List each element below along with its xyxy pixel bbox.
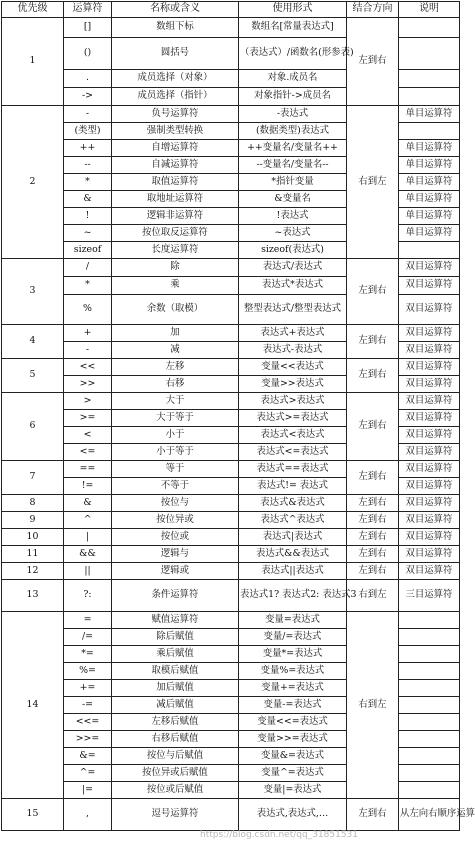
note-cell: 单目运算符 — [399, 157, 460, 174]
associativity-cell: 左到右 — [347, 529, 399, 546]
associativity-cell: 右到左 — [347, 106, 399, 259]
operator-cell: & — [64, 495, 112, 512]
note-cell — [399, 714, 460, 731]
precedence-level: 4 — [2, 325, 64, 359]
usage-cell: 表达式^表达式 — [239, 512, 347, 529]
usage-cell: ++变量名/变量名++ — [239, 140, 347, 157]
usage-cell: 表达式&表达式 — [239, 495, 347, 512]
note-cell: 三目运算符 — [399, 580, 460, 612]
operator-cell: ++ — [64, 140, 112, 157]
note-cell — [399, 123, 460, 140]
usage-cell: 表达式&&表达式 — [239, 546, 347, 563]
name-cell: 取地址运算符 — [112, 191, 239, 208]
note-cell — [399, 629, 460, 646]
associativity-cell: 左到右 — [347, 259, 399, 325]
operator-cell: | — [64, 529, 112, 546]
header-associativity: 结合方向 — [347, 2, 399, 18]
name-cell: 等于 — [112, 461, 239, 478]
note-cell: 双目运算符 — [399, 546, 460, 563]
operator-cell: %= — [64, 663, 112, 680]
note-cell — [399, 18, 460, 38]
name-cell: 负号运算符 — [112, 106, 239, 123]
usage-cell: 表达式,表达式,… — [239, 799, 347, 831]
operator-cell: *= — [64, 646, 112, 663]
name-cell: 不等于 — [112, 478, 239, 495]
usage-cell: 表达式>表达式 — [239, 393, 347, 410]
usage-cell: 变量^=表达式 — [239, 765, 347, 782]
name-cell: 减 — [112, 342, 239, 359]
note-cell: 双目运算符 — [399, 410, 460, 427]
name-cell: 取值运算符 — [112, 174, 239, 191]
operator-cell: == — [64, 461, 112, 478]
operator-cell: * — [64, 277, 112, 295]
operator-cell: () — [64, 38, 112, 70]
note-cell: 双目运算符 — [399, 427, 460, 444]
operator-cell: - — [64, 106, 112, 123]
name-cell: 圆括号 — [112, 38, 239, 70]
name-cell: 取模后赋值 — [112, 663, 239, 680]
name-cell: 加后赋值 — [112, 680, 239, 697]
name-cell: 大于 — [112, 393, 239, 410]
usage-cell: 表达式1? 表达式2: 表达式3 — [239, 580, 347, 612]
usage-cell: sizeof(表达式) — [239, 242, 347, 259]
usage-cell: 变量/=表达式 — [239, 629, 347, 646]
note-cell: 从左向右顺序运算 — [399, 799, 460, 831]
note-cell: 双目运算符 — [399, 259, 460, 277]
name-cell: 按位与后赋值 — [112, 748, 239, 765]
header-name: 名称或含义 — [112, 2, 239, 18]
operator-cell: & — [64, 191, 112, 208]
note-cell — [399, 782, 460, 799]
operator-cell: sizeof — [64, 242, 112, 259]
operator-cell: += — [64, 680, 112, 697]
usage-cell: 表达式-表达式 — [239, 342, 347, 359]
note-cell — [399, 70, 460, 88]
operator-cell: <<= — [64, 714, 112, 731]
usage-cell: 变量>>=表达式 — [239, 731, 347, 748]
name-cell: 加 — [112, 325, 239, 342]
note-cell — [399, 680, 460, 697]
header-row — [2, 2, 460, 18]
table-row — [2, 529, 460, 546]
table-row — [2, 612, 460, 629]
name-cell: 小于 — [112, 427, 239, 444]
precedence-level: 1 — [2, 18, 64, 106]
operator-cell: || — [64, 563, 112, 580]
associativity-cell: 左到右 — [347, 461, 399, 495]
operator-cell: = — [64, 612, 112, 629]
name-cell: 按位或 — [112, 529, 239, 546]
operator-cell: < — [64, 427, 112, 444]
precedence-level: 15 — [2, 799, 64, 831]
note-cell: 双目运算符 — [399, 495, 460, 512]
associativity-cell: 左到右 — [347, 546, 399, 563]
name-cell: 条件运算符 — [112, 580, 239, 612]
header-operator: 运算符 — [64, 2, 112, 18]
watermark-text: https://blog.csdn.net/qq_31851531 — [200, 830, 359, 840]
table-row — [2, 325, 460, 342]
usage-cell: 表达式/表达式 — [239, 259, 347, 277]
name-cell: 按位与 — [112, 495, 239, 512]
table-row — [2, 546, 460, 563]
usage-cell: 表达式<=表达式 — [239, 444, 347, 461]
usage-cell: 对象.成员名 — [239, 70, 347, 88]
note-cell: 双目运算符 — [399, 478, 460, 495]
associativity-cell: 左到右 — [347, 495, 399, 512]
name-cell: 成员选择（对象） — [112, 70, 239, 88]
note-cell — [399, 242, 460, 259]
table-row — [2, 461, 460, 478]
operator-cell: && — [64, 546, 112, 563]
operator-cell: . — [64, 70, 112, 88]
precedence-level: 9 — [2, 512, 64, 529]
note-cell: 双目运算符 — [399, 393, 460, 410]
operator-cell: - — [64, 342, 112, 359]
usage-cell: 变量|=表达式 — [239, 782, 347, 799]
name-cell: 强制类型转换 — [112, 123, 239, 140]
usage-cell: 表达式!= 表达式 — [239, 478, 347, 495]
usage-cell: --变量名/变量名-- — [239, 157, 347, 174]
note-cell — [399, 697, 460, 714]
name-cell: 自减运算符 — [112, 157, 239, 174]
name-cell: 减后赋值 — [112, 697, 239, 714]
usage-cell: 变量-=表达式 — [239, 697, 347, 714]
note-cell — [399, 731, 460, 748]
operator-cell: >>= — [64, 731, 112, 748]
operator-cell: -= — [64, 697, 112, 714]
operator-precedence-table — [1, 1, 475, 831]
usage-cell: 表达式==表达式 — [239, 461, 347, 478]
operator-cell: , — [64, 799, 112, 831]
operator-cell: + — [64, 325, 112, 342]
name-cell: 右移后赋值 — [112, 731, 239, 748]
table-row — [2, 512, 460, 529]
name-cell: 右移 — [112, 376, 239, 393]
note-cell: 双目运算符 — [399, 342, 460, 359]
name-cell: 逻辑与 — [112, 546, 239, 563]
name-cell: 自增运算符 — [112, 140, 239, 157]
note-cell: 单目运算符 — [399, 174, 460, 191]
name-cell: 赋值运算符 — [112, 612, 239, 629]
note-cell: 双目运算符 — [399, 512, 460, 529]
usage-cell: 变量=表达式 — [239, 612, 347, 629]
operator-cell: << — [64, 359, 112, 376]
table-row — [2, 563, 460, 580]
precedence-level: 3 — [2, 259, 64, 325]
name-cell: 长度运算符 — [112, 242, 239, 259]
precedence-level: 11 — [2, 546, 64, 563]
note-cell — [399, 748, 460, 765]
precedence-level: 10 — [2, 529, 64, 546]
note-cell — [399, 38, 460, 70]
note-cell: 双目运算符 — [399, 359, 460, 376]
name-cell: 按位或后赋值 — [112, 782, 239, 799]
associativity-cell: 左到右 — [347, 563, 399, 580]
name-cell: 乘后赋值 — [112, 646, 239, 663]
associativity-cell: 左到右 — [347, 512, 399, 529]
usage-cell: 表达式+表达式 — [239, 325, 347, 342]
table-body — [2, 18, 475, 831]
usage-cell: &变量名 — [239, 191, 347, 208]
note-cell: 双目运算符 — [399, 444, 460, 461]
table-row — [2, 799, 460, 831]
name-cell: 数组下标 — [112, 18, 239, 38]
table-row — [2, 106, 460, 123]
usage-cell: 变量%=表达式 — [239, 663, 347, 680]
table-row — [2, 359, 460, 376]
table-row — [2, 259, 460, 277]
operator-cell: % — [64, 295, 112, 325]
associativity-cell: 左到右 — [347, 393, 399, 461]
note-cell: 双目运算符 — [399, 277, 460, 295]
note-cell — [399, 646, 460, 663]
precedence-level: 7 — [2, 461, 64, 495]
name-cell: 左移 — [112, 359, 239, 376]
usage-cell: 变量&=表达式 — [239, 748, 347, 765]
operator-cell: [] — [64, 18, 112, 38]
usage-cell: 表达式*表达式 — [239, 277, 347, 295]
operator-cell: /= — [64, 629, 112, 646]
associativity-cell: 右到左 — [347, 580, 399, 612]
table-row — [2, 393, 460, 410]
usage-cell: 变量*=表达式 — [239, 646, 347, 663]
note-cell: 单目运算符 — [399, 225, 460, 242]
usage-cell: *指针变量 — [239, 174, 347, 191]
operator-cell: != — [64, 478, 112, 495]
operator-cell: * — [64, 174, 112, 191]
operator-cell: -> — [64, 88, 112, 106]
note-cell — [399, 88, 460, 106]
precedence-level: 6 — [2, 393, 64, 461]
note-cell: 单目运算符 — [399, 106, 460, 123]
table-row — [2, 580, 460, 612]
usage-cell: 变量<<表达式 — [239, 359, 347, 376]
name-cell: 小于等于 — [112, 444, 239, 461]
usage-cell: 变量+=表达式 — [239, 680, 347, 697]
header-note: 说明 — [399, 2, 460, 18]
operator-cell: -- — [64, 157, 112, 174]
usage-cell: 整型表达式/整型表达式 — [239, 295, 347, 325]
precedence-level: 2 — [2, 106, 64, 259]
name-cell: 余数（取模） — [112, 295, 239, 325]
note-cell: 单目运算符 — [399, 208, 460, 225]
note-cell: 单目运算符 — [399, 191, 460, 208]
usage-cell: 表达式|表达式 — [239, 529, 347, 546]
note-cell: 双目运算符 — [399, 295, 460, 325]
header-usage: 使用形式 — [239, 2, 347, 18]
operator-cell: &= — [64, 748, 112, 765]
usage-cell: ~表达式 — [239, 225, 347, 242]
operator-cell: >> — [64, 376, 112, 393]
header-level: 优先级 — [2, 2, 64, 18]
precedence-level: 5 — [2, 359, 64, 393]
usage-cell: 表达式>=表达式 — [239, 410, 347, 427]
note-cell: 单目运算符 — [399, 140, 460, 157]
operator-cell: <= — [64, 444, 112, 461]
name-cell: 逗号运算符 — [112, 799, 239, 831]
table-row — [2, 495, 460, 512]
name-cell: 除后赋值 — [112, 629, 239, 646]
usage-cell: (数据类型)表达式 — [239, 123, 347, 140]
operator-cell: > — [64, 393, 112, 410]
precedence-level: 8 — [2, 495, 64, 512]
name-cell: 按位异或 — [112, 512, 239, 529]
usage-cell: （表达式）/函数名(形参表) — [239, 38, 347, 70]
associativity-cell: 左到右 — [347, 799, 399, 831]
associativity-cell: 左到右 — [347, 18, 399, 106]
usage-cell: -表达式 — [239, 106, 347, 123]
name-cell: 乘 — [112, 277, 239, 295]
operator-cell: ~ — [64, 225, 112, 242]
note-cell: 双目运算符 — [399, 563, 460, 580]
usage-cell: 数组名[常量表达式] — [239, 18, 347, 38]
note-cell: 双目运算符 — [399, 461, 460, 478]
operator-cell: ! — [64, 208, 112, 225]
name-cell: 按位异或后赋值 — [112, 765, 239, 782]
name-cell: 逻辑或 — [112, 563, 239, 580]
usage-cell: 变量<<=表达式 — [239, 714, 347, 731]
name-cell: 左移后赋值 — [112, 714, 239, 731]
operator-cell: |= — [64, 782, 112, 799]
usage-cell: !表达式 — [239, 208, 347, 225]
usage-cell: 表达式<表达式 — [239, 427, 347, 444]
associativity-cell: 右到左 — [347, 612, 399, 799]
associativity-cell: 左到右 — [347, 325, 399, 359]
associativity-cell: 左到右 — [347, 359, 399, 393]
name-cell: 按位取反运算符 — [112, 225, 239, 242]
precedence-level: 12 — [2, 563, 64, 580]
usage-cell: 变量>>表达式 — [239, 376, 347, 393]
note-cell — [399, 612, 460, 629]
name-cell: 逻辑非运算符 — [112, 208, 239, 225]
operator-cell: >= — [64, 410, 112, 427]
precedence-level: 13 — [2, 580, 64, 612]
note-cell — [399, 765, 460, 782]
note-cell: 双目运算符 — [399, 529, 460, 546]
precedence-level: 14 — [2, 612, 64, 799]
usage-cell: 对象指针->成员名 — [239, 88, 347, 106]
operator-cell: ?: — [64, 580, 112, 612]
note-cell: 双目运算符 — [399, 325, 460, 342]
operator-cell: ^= — [64, 765, 112, 782]
operator-cell: / — [64, 259, 112, 277]
operator-cell: (类型) — [64, 123, 112, 140]
usage-cell: 表达式||表达式 — [239, 563, 347, 580]
name-cell: 大于等于 — [112, 410, 239, 427]
name-cell: 除 — [112, 259, 239, 277]
operator-cell: ^ — [64, 512, 112, 529]
note-cell: 双目运算符 — [399, 376, 460, 393]
table-row — [2, 18, 460, 38]
name-cell: 成员选择（指针） — [112, 88, 239, 106]
note-cell — [399, 663, 460, 680]
